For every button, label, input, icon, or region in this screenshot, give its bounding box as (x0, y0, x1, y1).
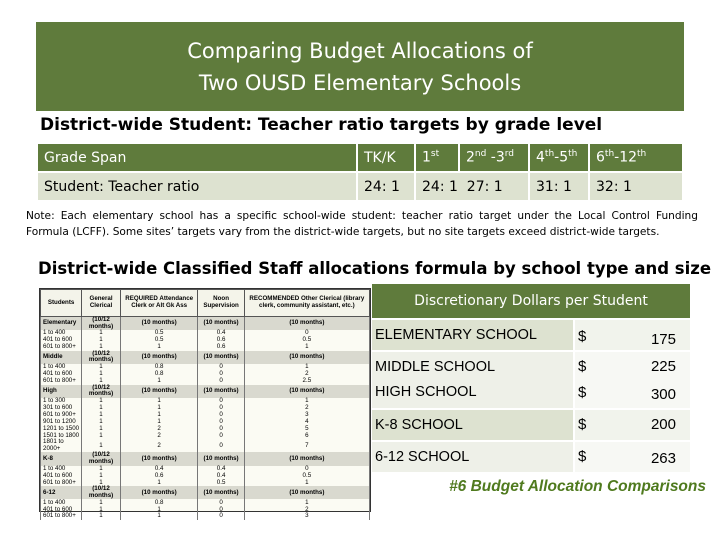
staff-table-cell: 0 (198, 513, 244, 520)
staff-table-row (41, 378, 370, 385)
amount-cell (575, 352, 690, 408)
staff-table-cell: 1 (120, 378, 198, 385)
discretionary-row-middle-high (372, 352, 690, 408)
staff-table-cell: 1 to 400 (41, 499, 82, 506)
staff-table-cell: 1 (82, 466, 121, 473)
staff-table-cell: (10 months) (244, 486, 369, 499)
staff-table-cell: 3 (244, 412, 369, 419)
amount-value: 225 (650, 358, 676, 375)
staff-table-cell: (10 months) (120, 317, 198, 331)
ratio-1-2-3 (416, 173, 528, 200)
ratio-4-5: 31: 1 (530, 173, 588, 200)
staff-table-cell: 0 (198, 506, 244, 513)
staff-table-cell: 0 (198, 378, 244, 385)
staff-table-cell: 2 (120, 425, 198, 432)
staff-table-cell: (10 months) (198, 351, 244, 364)
staff-table-cell: 0 (198, 425, 244, 432)
grade-tk: TK/K (358, 144, 414, 171)
staff-table-cell: 601 to 900+ (41, 412, 82, 419)
staff-table-cell: 1 (82, 371, 121, 378)
staff-table-row (41, 499, 370, 506)
staff-table-cell: 0 (198, 371, 244, 378)
ratio-6-12: 32: 1 (590, 173, 682, 200)
staff-table-cell: 0.4 (198, 473, 244, 480)
staff-table-cell: 0.6 (198, 337, 244, 344)
staff-table-row (41, 398, 370, 405)
staff-table-row (41, 330, 370, 337)
grade-2-3 (460, 144, 528, 171)
staff-table-cell: 0 (198, 419, 244, 426)
staff-table-cell: 0 (198, 412, 244, 419)
staff-table-cell: 1 (82, 337, 121, 344)
staff-table-cell: 1 (82, 513, 121, 520)
staff-table-cell: 1 (120, 506, 198, 513)
staff-header-cell: RECOMMENDED Other Clerical (library clerk, community assistant, etc.) (244, 290, 369, 317)
staff-table-cell: 1 (244, 344, 369, 351)
grade-2-num: 2 (466, 149, 475, 166)
school-name: HIGH SCHOOL (375, 384, 477, 400)
discretionary-row-k8 (372, 410, 690, 440)
staff-table-row (41, 344, 370, 351)
amount-value: 175 (650, 331, 676, 348)
grade-12-sup: th (637, 149, 647, 160)
staff-table-cell: (10 months) (120, 385, 198, 398)
school-name: MIDDLE SCHOOL (375, 359, 496, 375)
ratio-heading: District-wide Student: Teacher ratio targets by grade level (40, 115, 603, 135)
staff-table-cell: 601 to 800+ (41, 378, 82, 385)
staff-table-cell: 1 (82, 364, 121, 371)
staff-table-cell: 1 (244, 364, 369, 371)
staff-table-cell: 1 (82, 378, 121, 385)
grade-6-sup: th (604, 149, 615, 160)
grade-4-5 (530, 144, 588, 171)
staff-table-cell: 6 (244, 432, 369, 439)
staff-table-cell: 4 (244, 419, 369, 426)
grade-3-num: -3 (486, 149, 505, 166)
staff-table-cell: 0 (198, 439, 244, 452)
staff-table-cell: 1501 to 1800 (41, 432, 82, 439)
staff-table-cell: (10/12 months) (82, 452, 121, 465)
staff-table-cell: 901 to 1200 (41, 419, 82, 426)
staff-table-cell: (10 months) (244, 385, 369, 398)
grade-1-num: 1 (422, 149, 431, 166)
staff-table-row (41, 337, 370, 344)
staff-table-cell: 1 (120, 412, 198, 419)
amount-value: 300 (650, 386, 676, 403)
staff-table-cell: 0.5 (244, 473, 369, 480)
grade-span-label: Grade Span (38, 144, 356, 171)
staff-table-cell: 0.5 (244, 337, 369, 344)
amount-value: 263 (650, 450, 676, 467)
title-line-1: Comparing Budget Allocations of (187, 38, 533, 63)
title-banner (36, 22, 684, 111)
grade-3-sup: rd (504, 149, 515, 160)
staff-table-row (41, 412, 370, 419)
staff-table-body (41, 317, 370, 521)
staff-table-cell: 1 (82, 330, 121, 337)
staff-table-cell: 3 (244, 513, 369, 520)
grade-12-num: -12 (614, 149, 638, 166)
staff-table-cell: (10/12 months) (82, 486, 121, 499)
staff-table-cell: 0.5 (120, 330, 198, 337)
staff-table-row (41, 351, 370, 364)
slide-footer: #6 Budget Allocation Comparisons (449, 478, 706, 495)
dollar-sign: $ (578, 328, 587, 345)
staff-table-cell: (10 months) (198, 452, 244, 465)
staff-table-cell: 601 to 800+ (41, 479, 82, 486)
grade-1 (416, 144, 458, 171)
staff-table-cell: (10 months) (198, 486, 244, 499)
staff-table-cell: 0 (244, 330, 369, 337)
staff-table-row (41, 425, 370, 432)
ratio-table (36, 142, 684, 202)
staff-table-row (41, 371, 370, 378)
staff-table-cell: (10 months) (120, 452, 198, 465)
amount-cell (575, 320, 690, 350)
staff-table-cell: (10/12 months) (82, 385, 121, 398)
staff-table-cell: 2 (120, 432, 198, 439)
staff-table-cell: 0.4 (198, 466, 244, 473)
ratio-header-row (38, 144, 682, 171)
school-name: K-8 SCHOOL (372, 410, 573, 440)
staff-table-row (41, 364, 370, 371)
grade-5-num: -5 (554, 149, 569, 166)
staff-table-cell: 1 (120, 405, 198, 412)
staff-table-cell: 0 (198, 364, 244, 371)
ratio-2-3: 27: 1 (466, 178, 503, 195)
school-name: ELEMENTARY SCHOOL (372, 320, 573, 350)
staff-table-cell: 1 (120, 419, 198, 426)
staff-table-cell: 401 to 600 (41, 506, 82, 513)
grade-6-num: 6 (596, 149, 605, 166)
staff-table-cell: (10 months) (120, 486, 198, 499)
amount-value: 200 (650, 416, 676, 433)
dollar-sign: $ (578, 416, 587, 433)
discretionary-row-elementary (372, 320, 690, 350)
staff-table-cell: 0.8 (120, 499, 198, 506)
staff-table-row (41, 473, 370, 480)
staff-table-cell: 0.4 (120, 466, 198, 473)
staff-table-cell: 0.8 (120, 371, 198, 378)
staff-table-cell: 0 (198, 398, 244, 405)
staff-table-cell: (10 months) (244, 452, 369, 465)
staff-table-cell: (10/12 months) (82, 351, 121, 364)
staff-table-cell: 1201 to 1500 (41, 425, 82, 432)
staff-table-cell: 1 to 400 (41, 330, 82, 337)
staff-table-cell: 301 to 600 (41, 405, 82, 412)
staff-table-row (41, 432, 370, 439)
staff-table-cell: 2 (120, 439, 198, 452)
staff-table-cell: 601 to 800+ (41, 344, 82, 351)
grade-4-sup: th (544, 149, 555, 160)
staff-table-cell: 1 (82, 412, 121, 419)
staff-table-cell: 601 to 800+ (41, 513, 82, 520)
staff-table-cell: 1 (244, 398, 369, 405)
grade-1-sup: st (430, 149, 440, 160)
staff-table-cell: 0.5 (120, 337, 198, 344)
staff-table-cell: 1 to 400 (41, 466, 82, 473)
staff-table-cell: 5 (244, 425, 369, 432)
staff-table-cell: 2 (244, 371, 369, 378)
staff-table-cell: (10 months) (120, 351, 198, 364)
staff-table-cell: 0.4 (198, 330, 244, 337)
ratio-1: 24: 1 (422, 178, 458, 195)
discretionary-heading: Discretionary Dollars per Student (372, 284, 690, 318)
staff-table-row (41, 486, 370, 499)
grade-6-12 (590, 144, 682, 171)
grade-4-num: 4 (536, 149, 545, 166)
staff-table-cell: 0 (198, 432, 244, 439)
staff-table-row (41, 405, 370, 412)
staff-allocation-table-image (39, 288, 371, 520)
staff-table-row (41, 466, 370, 473)
staff-table-cell: 1 (82, 344, 121, 351)
staff-table-cell: 0.8 (120, 364, 198, 371)
staff-table-cell: 0.6 (198, 344, 244, 351)
staff-table-cell: 1 (82, 499, 121, 506)
staff-table-cell: 2.5 (244, 378, 369, 385)
staff-table-row (41, 317, 370, 331)
staff-table-cell: 1 (82, 473, 121, 480)
ratio-row-label: Student: Teacher ratio (38, 173, 356, 200)
staff-table-cell: 1 (82, 405, 121, 412)
ratio-value-row (38, 173, 682, 200)
staff-table-cell: 1 (82, 419, 121, 426)
staff-table-cell: 1 (120, 344, 198, 351)
staff-table-cell: 2 (244, 506, 369, 513)
staff-table-cell: 1 to 300 (41, 398, 82, 405)
staff-table-row (41, 479, 370, 486)
staff-header-cell: REQUIRED Attendance Clerk or Alt Gk Ass (120, 290, 198, 317)
staff-table-cell: 401 to 600 (41, 337, 82, 344)
discretionary-row-6-12 (372, 442, 690, 472)
staff-table-cell: 1 (120, 398, 198, 405)
title-line-2: Two OUSD Elementary Schools (198, 70, 522, 95)
dollar-sign: $ (578, 384, 587, 401)
staff-table-cell: 1 (82, 432, 121, 439)
staff-table-cell: 1 (244, 479, 369, 486)
staff-header-cell: General Clerical (82, 290, 121, 317)
staff-table-row (41, 513, 370, 520)
staff-table-cell: 0 (198, 499, 244, 506)
staff-table-cell: High (41, 385, 82, 398)
staff-table-row (41, 439, 370, 452)
staff-table-cell: 1 (244, 499, 369, 506)
staff-table-cell: 1801 to 2000+ (41, 439, 82, 452)
staff-table-cell: 1 to 400 (41, 364, 82, 371)
staff-table-cell: Middle (41, 351, 82, 364)
staff-table-cell: Elementary (41, 317, 82, 331)
staff-table-row (41, 452, 370, 465)
staff-header-cell: Students (41, 290, 82, 317)
staff-table-cell: 1 (82, 425, 121, 432)
classified-heading: District-wide Classified Staff allocations formula by school type and size (38, 259, 712, 278)
staff-table-cell: 0.6 (120, 473, 198, 480)
staff-table-cell: 2 (244, 405, 369, 412)
staff-table-cell: 401 to 600 (41, 371, 82, 378)
school-name-group (372, 352, 573, 408)
school-name: 6-12 SCHOOL (372, 442, 573, 472)
staff-table-cell: 1 (82, 506, 121, 513)
staff-table-cell: (10 months) (198, 317, 244, 331)
staff-header-cell: Noon Supervision (198, 290, 244, 317)
dollar-sign: $ (578, 358, 587, 375)
staff-table-row (41, 506, 370, 513)
staff-table-cell: 0.5 (198, 479, 244, 486)
staff-table-cell: 7 (244, 439, 369, 452)
staff-table-cell: (10/12 months) (82, 317, 121, 331)
staff-table-cell: 6-12 (41, 486, 82, 499)
amount-cell (575, 442, 690, 472)
grade-2-sup: nd (474, 149, 487, 160)
dollar-sign: $ (578, 448, 587, 465)
staff-table-cell: 1 (82, 398, 121, 405)
staff-table-cell: (10 months) (244, 351, 369, 364)
grade-5-sup: th (568, 149, 578, 160)
staff-table-cell: 1 (120, 513, 198, 520)
lcff-note: Note: Each elementary school has a specific school-wide student: teacher ratio target under the Local Control Funding Formula (LCFF). Some sites’ targets vary from the district-wide targets, but no site targets exceed district-wide targets. (26, 210, 698, 238)
staff-table-cell: K-8 (41, 452, 82, 465)
staff-table-cell: (10 months) (198, 385, 244, 398)
staff-table-cell: 1 (82, 479, 121, 486)
discretionary-table (372, 320, 690, 474)
staff-table-row (41, 385, 370, 398)
staff-table-row (41, 419, 370, 426)
staff-table-cell: 1 (82, 439, 121, 452)
staff-table-cell: (10 months) (244, 317, 369, 331)
staff-table-cell: 1 (120, 479, 198, 486)
ratio-tk: 24: 1 (358, 173, 414, 200)
amount-cell (575, 410, 690, 440)
staff-table-cell: 401 to 600 (41, 473, 82, 480)
staff-table-cell: 0 (198, 405, 244, 412)
staff-table-cell: 0 (244, 466, 369, 473)
staff-table-header (41, 290, 370, 317)
